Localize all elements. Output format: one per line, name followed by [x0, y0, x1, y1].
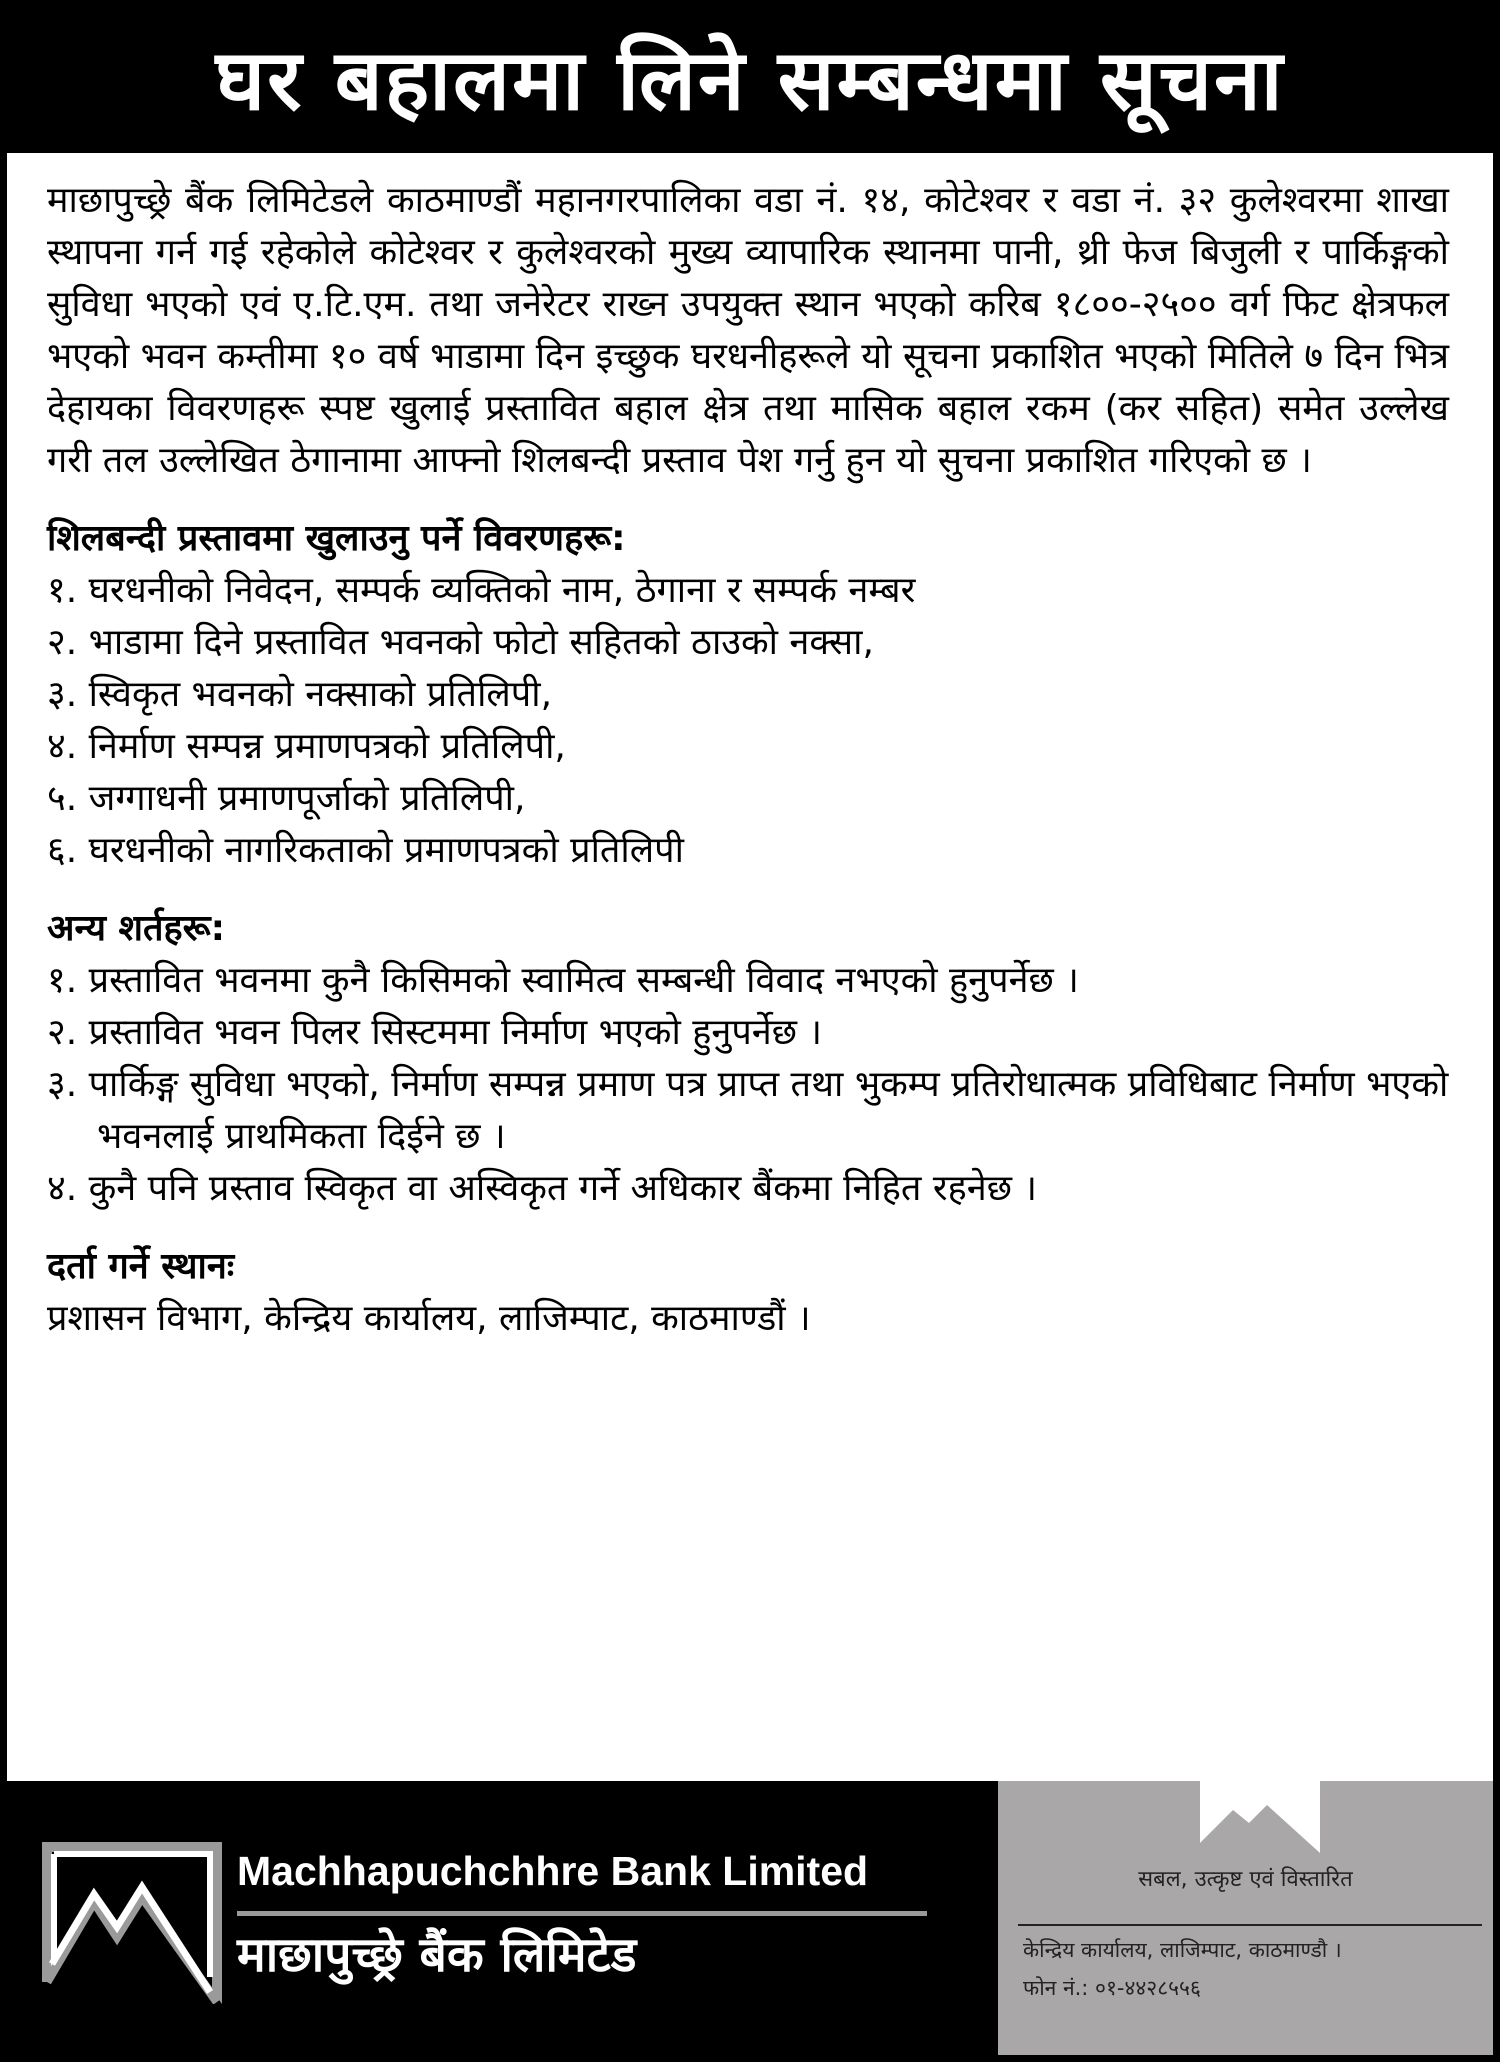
- terms-item: ३. पार्किङ्ग सुविधा भएको, निर्माण सम्पन्न प्रमाण पत्र प्राप्त तथा भुकम्प प्रतिरोधात्मक प्रविधिबाट निर्माण भएको भवनलाई प्राथमिकता दिईने छ ।: [47, 1064, 1449, 1157]
- terms-item: ४. कुनै पनि प्रस्ताव स्विकृत वा अस्विकृत गर्ने अधिकार बैंकमा निहित रहनेछ ।: [47, 1168, 1038, 1209]
- office-address: केन्द्रिय कार्यालय, लाजिम्पाट, काठमाण्डौ ।: [1023, 1938, 1342, 1962]
- mountain-logo-icon: [42, 1842, 222, 2004]
- brand-divider: [237, 1911, 927, 1916]
- details-item: ४. निर्माण सम्पन्न प्रमाणपत्रको प्रतिलिपी,: [47, 726, 566, 767]
- mountain-notch-icon: [1200, 1781, 1320, 1856]
- details-item: ६. घरधनीको नागरिकताको प्रमाणपत्रको प्रतिलिपी: [47, 830, 684, 871]
- details-heading: शिलबन्दी प्रस्तावमा खुलाउनु पर्ने विवरणहरू:: [47, 518, 626, 559]
- bank-name-english: Machhapuchchhre Bank Limited: [237, 1848, 869, 1894]
- intro-paragraph: माछापुच्छ्रे बैंक लिमिटेडले काठमाण्डौं महानगरपालिका वडा नं. १४, कोटेश्वर र वडा नं. ३२ कुलेश्वरमा शाखा स्थापना गर्न गई रहेकोले कोटेश्वर र कुलेश्वरको मुख्य व्यापारिक स्थानमा पानी, थ्री फेज बिजुली र पार्किङ्गको सुविधा भएको एवं ए.टि.एम. तथा जनेरेटर राख्न उपयुक्त स्थान भएको करिब १८००-२५०० वर्ग फिट क्षेत्रफल भएको भवन कम्तीमा १० वर्ष भाडामा दिन इच्छुक घरधनीहरूले यो सूचना प्रकाशित भएको मितिले ७ दिन भित्र देहायका विवरणहरू स्पष्ट खुलाई प्रस्तावित बहाल क्षेत्र तथा मासिक बहाल रकम (कर सहित) समेत उल्लेख गरी तल उल्लेखित ठेगानामा आफ्नो शिलबन्दी प्रस्ताव पेश गर्नु हुन यो सुचना प्रकाशित गरिएको छ ।: [47, 180, 1449, 481]
- contact-box: [998, 1781, 1493, 2055]
- details-item: २. भाडामा दिने प्रस्तावित भवनको फोटो सहितको ठाउको नक्सा,: [47, 622, 874, 663]
- details-item: ३. स्विकृत भवनको नक्साको प्रतिलिपी,: [47, 674, 553, 715]
- bank-name-nepali: माछापुच्छ्रे बैंक लिमिटेड: [237, 1927, 637, 1983]
- contact-divider: [1018, 1924, 1482, 1926]
- notice-title: घर बहालमा लिने सम्बन्धमा सूचना: [215, 31, 1285, 129]
- phone-number: फोन नं.: ०१-४४२८५५६: [1023, 1976, 1201, 2000]
- submission-heading: दर्ता गर्ने स्थानः: [47, 1246, 235, 1287]
- details-item: ५. जग्गाधनी प्रमाणपूर्जाको प्रतिलिपी,: [47, 778, 526, 819]
- terms-item: २. प्रस्तावित भवन पिलर सिस्टममा निर्माण भएको हुनुपर्नेछ ।: [47, 1012, 823, 1053]
- details-item: १. घरधनीको निवेदन, सम्पर्क व्यक्तिको नाम, ठेगाना र सम्पर्क नम्बर: [47, 570, 916, 611]
- notice-content: [47, 175, 1449, 1345]
- submission-address: प्रशासन विभाग, केन्द्रिय कार्यालय, लाजिम्पाट, काठमाण्डौं ।: [47, 1298, 811, 1339]
- terms-item: १. प्रस्तावित भवनमा कुनै किसिमको स्वामित्व सम्बन्धी विवाद नभएको हुनुपर्नेछ ।: [47, 960, 1079, 1001]
- terms-heading: अन्य शर्तहरू:: [47, 908, 226, 949]
- tagline: सबल, उत्कृष्ट एवं विस्तारित: [1138, 1867, 1353, 1892]
